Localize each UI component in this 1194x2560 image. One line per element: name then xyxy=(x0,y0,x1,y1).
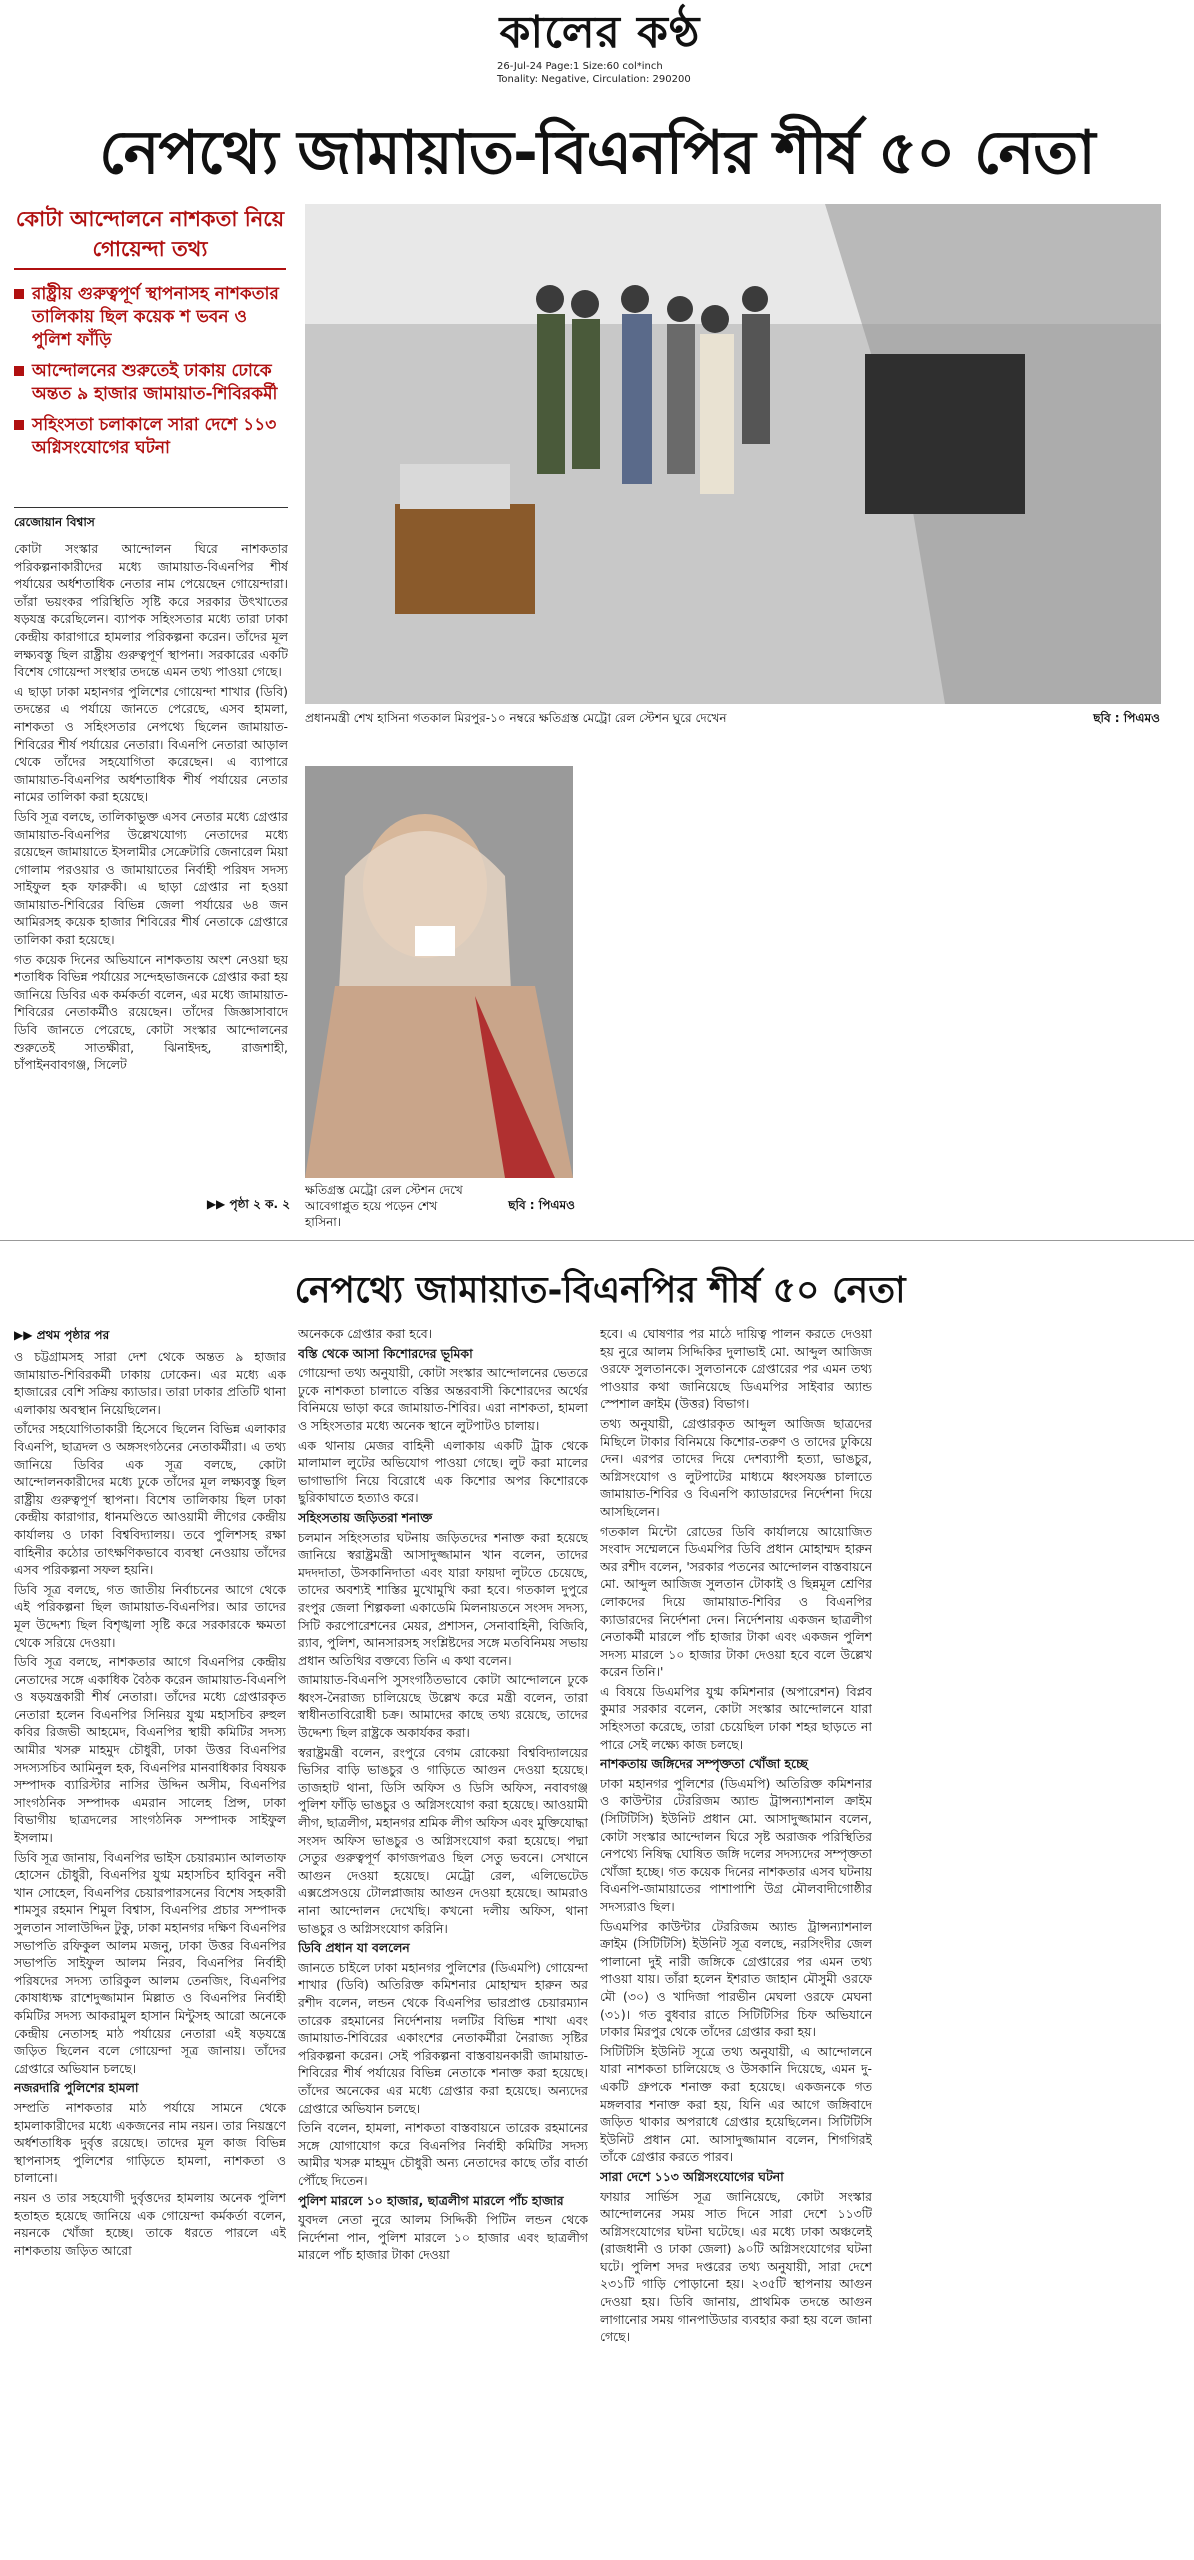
body-paragraph: তাঁদের সহযোগিতাকারী হিসেবে ছিলেন বিভিন্ন এলাকার বিএনপি, ছাত্রদল ও অঙ্গসংগঠনের নেতাকর্মীরা। এ তথ্য জানিয়ে ডিবির এক সূত্র বলছে, কোটা আন্দোলনকারীদের মধ্যে ঢুকে তাঁদের মূল লক্ষ্যবস্তু ছিল রাষ্ট্রীয় গুরুত্বপূর্ণ স্থাপনা। বিশেষ তালিকায় ছিল ঢাকা কেন্দ্রীয় কারাগার, ধানমণ্ডিতে আওয়ামী লীগের কেন্দ্রীয় কার্যালয় ও ঢাকা বিশ্ববিদ্যালয়। তবে পুলিশসহ রক্ষা বাহিনীর কঠোর তাৎক্ষণিকভাবে ব্যবস্থা নেওয়ায় তাঁদের এসব পরিকল্পনা সফল হয়নি। xyxy=(14,1421,286,1578)
body-paragraph: যুবদল নেতা নুরে আলম সিদ্দিকী পিটিন লন্ডন থেকে নির্দেশনা পান, পুলিশ মারলে ১০ হাজার এবং ছাত্রলীগ মারলে পাঁচ হাজার টাকা দেওয়া xyxy=(298,2212,588,2263)
page2-column-1 xyxy=(14,1348,286,2553)
body-paragraph: তিনি বলেন, হামলা, নাশকতা বাস্তবায়নে তারেক রহমানের সঙ্গে যোগাযোগ করে বিএনপির নির্বাহী কমিটির সদস্য আমীর খসরু মাহমুদ চৌধুরী অন্য নেতাদের কাছে তাঁর বার্তা পৌঁছে দিতেন। xyxy=(298,2120,588,2188)
body-paragraph: জামায়াত-বিএনপি সুসংগঠিতভাবে কোটা আন্দোলনে ঢুকে ধ্বংস-নৈরাজ্য চালিয়েছে উল্লেখ করে মন্ত্রী বলেন, তারা স্বাধীনতাবিরোধী চক্র। আমাদের কাছে তথ্য রয়েছে, তাদের উদ্দেশ্য ছিল রাষ্ট্রকে অকার্যকর করা। xyxy=(298,1672,588,1741)
body-paragraph: এ ছাড়া ঢাকা মহানগর পুলিশের গোয়েন্দা শাখার (ডিবি) তদন্তের এ পর্যায়ে জানতে পেরেছে, এসব হামলা, নাশকতা ও সহিংসতার নেপথ্যে ছিলেন জামায়াত-শিবিরের শীর্ষ পর্যায়ের নেতারা। বিএনপি নেতারা আড়াল থেকে তাঁদের সহযোগিতা করেছেন। এ ব্যাপারে জামায়াত-বিএনপির অর্ধশতাধিক শীর্ষ পর্যায়ের নেতার নামের তালিকা করা হয়েছে। xyxy=(14,683,288,805)
photo2-caption: ক্ষতিগ্রস্ত মেট্রো রেল স্টেশন দেখে আবেগাপ্লুত হয়ে পড়েন শেখ হাসিনা। xyxy=(305,1183,463,1229)
highlight-item: সহিংসতা চলাকালে সারা দেশে ১১৩ অগ্নিসংযোগের ঘটনা xyxy=(12,414,288,460)
body-paragraph: ও চট্টগ্রামসহ সারা দেশ থেকে অন্তত ৯ হাজার জামায়াত-শিবিরকর্মী ঢাকায় ঢোকেন। এর মধ্যে এক হাজারের বেশি সক্রিয় ক্যাডার। তারা ঢাকার প্রতিটি থানা এলাকায় অবস্থান নিয়েছিলেন। xyxy=(14,1349,286,1417)
subheading: ডিবি প্রধান যা বললেন xyxy=(298,1940,410,1956)
subheading: নাশকতায় জঙ্গিদের সম্পৃক্ততা খোঁজা হচ্ছে xyxy=(600,1756,808,1772)
body-paragraph: ডিবি সূত্র বলছে, নাশকতার আগে বিএনপির কেন্দ্রীয় নেতাদের সঙ্গে একাধিক বৈঠক করেন জামায়াত-বিএনপি ও ষড়যন্ত্রকারী শীর্ষ নেতারা। তাঁদের মধ্যে গ্রেপ্তারকৃত নেতারা হলেন বিএনপির সিনিয়র যুগ্ম মহাসচিব রুহুল কবির রিজভী আহমেদ, বিএনপির স্থায়ী কমিটির সদস্য আমীর খসরু মাহমুদ চৌধুরী, ঢাকা উত্তর বিএনপির সদস্যসচিব আমিনুল হক, বিএনপির মানবাধিকার বিষয়ক সম্পাদক ব্যারিস্টার নাসির উদ্দিন অসীম, বিএনপির সাংগঠনিক সম্পাদক এমরান সালেহ প্রিন্স, ঢাকা বিভাগীয় ছাত্রদলের সাংগঠনিক সম্পাদক সাইফুল ইসলাম। xyxy=(14,1654,286,1846)
byline: রেজোয়ান বিশ্বাস xyxy=(14,515,95,529)
body-paragraph: সম্প্রতি নাশকতার মাঠ পর্যায়ে সামনে থেকে হামলাকারীদের মধ্যে একজনের নাম নয়ন। তার নিয়ন্ত্রণে অর্ধশতাধিক দুর্বৃত্ত রয়েছে। তাদের মূল কাজ বিভিন্ন স্থাপনাসহ পুলিশের গাড়িতে হামলা, নাশকতা ও চালানো। xyxy=(14,2099,286,2186)
continued-marker: ▶▶ পৃষ্ঠা ২ ক. ২ xyxy=(206,1197,290,1211)
highlight-item: আন্দোলনের শুরুতেই ঢাকায় ঢোকে অন্তত ৯ হাজার জামায়াত-শিবিরকর্মী xyxy=(12,360,288,406)
photo2-credit: ছবি : পিএমও xyxy=(508,1198,575,1212)
page1-headline: নেপথ্যে জামায়াত-বিএনপির শীর্ষ ৫০ নেতা xyxy=(99,118,1095,188)
body-paragraph: কোটা সংস্কার আন্দোলন ঘিরে নাশকতার পরিকল্পনাকারীদের মধ্যে জামায়াত-বিএনপির শীর্ষ পর্যায়ের অর্ধশতাধিক নেতার নাম পেয়েছেন গোয়েন্দারা। তাঁরা ভয়ংকর পরিস্থিতি সৃষ্টি করে সরকার উৎখাতের ষড়যন্ত্র করেছিলেন। ব্যাপক সহিংসতার মধ্যে তারা ঢাকা কেন্দ্রীয় কারাগারে হামলার পরিকল্পনা করেন। তাঁদের মূল লক্ষ্যবস্তু ছিল রাষ্ট্রীয় গুরুত্বপূর্ণ স্থাপনা। সরকারের একটি বিশেষ গোয়েন্দা সংস্থার তদন্তে এমন তথ্য পাওয়া গেছে। xyxy=(14,541,288,680)
body-paragraph: গতকাল মিন্টো রোডের ডিবি কার্যালয়ে আয়োজিত সংবাদ সম্মেলনে ডিএমপির ডিবি প্রধান মোহাম্মদ হারুন অর রশীদ বলেন, 'সরকার পতনের আন্দোলন বাস্তবায়নে মো. আব্দুল আজিজ সুলতান টোকাই ও ছিন্নমূল শ্রেণির লোকদের দিয়ে জামায়াত-শিবির ও বিএনপির ক্যাডারদের নির্দেশনা দেন। নির্দেশনায় একজন ছাত্রলীগ নেতাকর্মী মারলে পাঁচ হাজার টাকা এবং একজন পুলিশ সদস্য মারলে ১০ হাজার টাকা দেওয়া হবে বলে উল্লেখ করেন তিনি।' xyxy=(600,1523,872,1680)
page2-column-3 xyxy=(600,1325,872,2553)
newspaper-logo: কালের কণ্ঠ xyxy=(499,7,701,58)
subheading: নজরদারি পুলিশের হামলা xyxy=(14,2080,139,2096)
byline-divider xyxy=(14,507,288,508)
highlight-item: রাষ্ট্রীয় গুরুত্বপূর্ণ স্থাপনাসহ নাশকতার তালিকায় ছিল কয়েক শ ভবন ও পুলিশ ফাঁড়ি xyxy=(12,283,288,352)
body-paragraph: এ বিষয়ে ডিএমপির যুগ্ম কমিশনার (অপারেশন) বিপ্লব কুমার সরকার বলেন, কোটা সংস্কার আন্দোলনে যারা সহিংসতা করেছে, তারা চেয়েছিল ঢাকা শহর ছাড়তে না পারে সেই লক্ষ্যে কাজ চলছে। xyxy=(600,1683,872,1752)
body-paragraph: সিটিটিসি ইউনিট সূত্রে তথ্য অনুযায়ী, এ আন্দোলনে যারা নাশকতা চালিয়েছে ও উসকানি দিয়েছে, এমন দু-একটি গ্রুপকে শনাক্ত করা হয়েছে। একজনকে গত মঙ্গলবার শনাক্ত করা হয়, যিনি এর আগে জঙ্গিবাদে জড়িত থাকার অপরাধে গ্রেপ্তার হয়েছিলেন। সিটিটিসি ইউনিট প্রধান মো. আসাদুজ্জামান বলেন, শিগগিরই তাঁকে গ্রেপ্তার করতে পারব। xyxy=(600,2043,872,2165)
subheading: বস্তি থেকে আসা কিশোরদের ভূমিকা xyxy=(298,1345,473,1361)
bullet-square-icon xyxy=(14,289,24,299)
meta-line-2: Tonality: Negative, Circulation: 290200 xyxy=(497,74,691,85)
pm-emotional-photo xyxy=(305,766,573,1178)
body-paragraph: ডিবি সূত্র জানায়, বিএনপির ভাইস চেয়ারম্যান আলতাফ হোসেন চৌধুরী, বিএনপির যুগ্ম মহাসচিব হাবিবুন নবী খান সোহেল, বিএনপির চেয়ারপারসনের বিশেষ সহকারী শামসুর রহমান শিমুল বিশ্বাস, বিএনপির প্রচার সম্পাদক সুলতান সালাউদ্দিন টুকু, ঢাকা মহানগর দক্ষিণ বিএনপির সভাপতি রফিকুল আলম মজনু, ঢাকা উত্তর বিএনপির সভাপতি সাইফুল আলম নিরব, বিএনপির নির্বাহী পরিষদের সদস্য তারিকুল আলম তেনজিং, বিএনপির কোষাধ্যক্ষ রাশেদুজ্জামান মিল্লাত ও বিএনপির নির্বাহী কমিটির সদস্য আকরামুল হাসান মিন্টুসহ আরো অনেকে কেন্দ্রীয় নেতাসহ মাঠ পর্যায়ের নেতারা এই ষড়যন্ত্রে জড়িত ছিলেন বলে গোয়েন্দা সূত্র জানায়। তাঁদের গ্রেপ্তারে অভিযান চলছে। xyxy=(14,1849,286,2076)
body-paragraph: ডিবি সূত্র বলছে, গত জাতীয় নির্বাচনের আগে থেকে এই পরিকল্পনা ছিল জামায়াত-বিএনপির। আর তাদের মূল উদ্দেশ্য ছিল বিশৃঙ্খলা সৃষ্টি করে সরকারকে ক্ষমতা থেকে সরিয়ে দেওয়া। xyxy=(14,1581,286,1650)
metro-station-photo-illustration xyxy=(305,204,1161,704)
body-paragraph: ডিএমপির কাউন্টার টেররিজম অ্যান্ড ট্রান্সন্যাশনাল ক্রাইম (সিটিটিসি) ইউনিট সূত্র বলছে, নরসিংদীর জেল পালানো দুই নারী জঙ্গিকে গ্রেপ্তারের পর এমন তথ্য পাওয়া যায়। তাঁরা হলেন ইশরাত জাহান মৌসুমী ওরফে মৌ (৩০) ও খাদিজা পারভীন মেঘলা ওরফে মেঘনা (৩১)। গত বুধবার রাতে সিটিটিসির চিফ অভিযানে ঢাকার মিরপুর থেকে তাঁদের গ্রেপ্তার করা হয়। xyxy=(600,1918,872,2040)
body-paragraph: হবে। এ ঘোষণার পর মাঠে দায়িত্ব পালন করতে দেওয়া হয় নুরে আলম সিদ্দিকির দুলাভাই মো. আব্দুল আজিজ ওরফে সুলতানকে। সুলতানকে গ্রেপ্তারের পর এমন তথ্য পাওয়ার কথা জানিয়েছে ডিএমপির সাইবার অ্যান্ড স্পেশাল ক্রাইম (উত্তর) বিভাগ। xyxy=(600,1326,872,1412)
pm-emotional-photo-illustration xyxy=(305,766,573,1178)
body-paragraph: ডিবি সূত্র বলছে, তালিকাভুক্ত এসব নেতার মধ্যে গ্রেপ্তার জামায়াত-বিএনপির উল্লেখযোগ্য নেতাদের মধ্যে রয়েছেন জামায়াতে ইসলামীর সেক্রেটারি জেনারেল মিয়া গোলাম পরওয়ার ও জামায়াতের নির্বাহী পরিষদ সদস্য সাইফুল হক ফারুকী। এ ছাড়া গ্রেপ্তার না হওয়া জামায়াত-শিবিরের বিভিন্ন জেলা পর্যায়ের ৬৪ জন আমিরসহ কয়েক হাজার শিবিরের শীর্ষ নেতাকে গ্রেপ্তারে তালিকা করা হয়েছে। xyxy=(14,808,288,948)
meta-line-1: 26-Jul-24 Page:1 Size:60 col*inch xyxy=(497,61,663,72)
body-paragraph: নয়ন ও তার সহযোগী দুর্বৃত্তদের হামলায় অনেক পুলিশ হতাহত হয়েছে জানিয়ে এক গোয়েন্দা কর্মকর্তা বলেন, নয়নকে খোঁজা হচ্ছে। তাকে ধরতে পারলে এই নাশকতায় জড়িত আরো xyxy=(14,2189,286,2258)
body-paragraph: জানতে চাইলে ঢাকা মহানগর পুলিশের (ডিএমপি) গোয়েন্দা শাখার (ডিবি) অতিরিক্ত কমিশনার মোহাম্মদ হারুন অর রশীদ বলেন, লন্ডন থেকে বিএনপির ভারপ্রাপ্ত চেয়ারম্যান তারেক রহমানের নির্দেশনায় দলটির বিভিন্ন শাখা এবং জামায়াত-শিবিরের একাংশের নেতাকর্মীরা নৈরাজ্য সৃষ্টির পরিকল্পনা করেন। সেই পরিকল্পনা বাস্তবায়নকারী জামায়াত-শিবিরের শীর্ষ পর্যায়ের বিভিন্ন নেতাকে শনাক্ত করা হয়েছে। তাঁদের অনেকের এর মধ্যে গ্রেপ্তার করা হয়েছে। অন্যদের গ্রেপ্তারে অভিযান চলছে। xyxy=(298,1959,588,2116)
page1-body-column xyxy=(14,540,288,1190)
page-separator xyxy=(0,1240,1194,1241)
body-paragraph: অনেককে গ্রেপ্তার করা হবে। xyxy=(298,1326,433,1341)
body-paragraph: গোয়েন্দা তথ্য অনুযায়ী, কোটা সংস্কার আন্দোলনের ভেতরে ঢুকে নাশকতা চালাতে বস্তির অন্তরবাসী কিশোরদের অর্থের বিনিময়ে ভাড়া করে জামায়াত-শিবির। এরা নাশকতা, হামলা ও সহিংসতার মধ্যে অনেক স্থানে লুটপাটও চালায়। xyxy=(298,1365,588,1433)
subheading: সারা দেশে ১১৩ অগ্নিসংযোগের ঘটনা xyxy=(600,2168,784,2184)
body-paragraph: ফায়ার সার্ভিস সূত্র জানিয়েছে, কোটা সংস্কার আন্দোলনের সময় সাত দিনে সারা দেশে ১১৩টি অগ্নিসংযোগের ঘটনা ঘটেছে। এর মধ্যে ঢাকা অঞ্চলেই (রাজধানী ও ঢাকা জেলা) ৯০টি অগ্নিসংযোগের ঘটনা ঘটে। পুলিশ সদর দপ্তরের তথ্য অনুযায়ী, সারা দেশে ২৩১টি গাড়ি পোড়ানো হয়। ২৩৫টি স্থাপনায় আগুন দেওয়া হয়। ডিবি জানায়, প্রাথমিক তদন্তে আগুন লাগানোর সময় গানপাউডার ব্যবহার করা হয় বলে জানা গেছে। xyxy=(600,2188,872,2345)
metro-station-photo xyxy=(305,204,1161,704)
body-paragraph: তথ্য অনুযায়ী, গ্রেপ্তারকৃত আব্দুল আজিজ ছাত্রদের মিছিলে টাকার বিনিময়ে কিশোর-তরুণ ও তাদের ঢুকিয়ে দেন। এরপর তাদের দিয়ে দেশব্যাপী হত্যা, ভাঙচুর, অগ্নিসংযোগ ও লুটপাটের মাধ্যমে ধ্বংসযজ্ঞ চালাতে জামায়াত-শিবির ও বিএনপি ক্যাডারদের নির্দেশনা দিয়ে আসছিলেন। xyxy=(600,1415,872,1519)
page2-column-2 xyxy=(298,1325,588,2553)
clipping-meta xyxy=(497,60,737,86)
bullet-square-icon xyxy=(14,420,24,430)
body-paragraph: এক থানায় মেজর বাহিনী এলাকায় একটি ট্রাক থেকে মালামাল লুটের অভিযোগ পাওয়া গেছে। লুট করা মালের ভাগাভাগি নিয়ে বিরোধে এক কিশোর অপর কিশোরকে ছুরিকাঘাতে হত্যাও করে। xyxy=(298,1437,588,1506)
kicker-heading: কোটা আন্দোলনে নাশকতা নিয়ে গোয়েন্দা তথ্য xyxy=(14,204,286,270)
highlights-list xyxy=(12,283,288,468)
body-paragraph: ঢাকা মহানগর পুলিশের (ডিএমপি) অতিরিক্ত কমিশনার ও কাউন্টার টেররিজম অ্যান্ড ট্রান্সন্যাশনাল ক্রাইম (সিটিটিসি) ইউনিট প্রধান মো. আসাদুজ্জামান বলেন, কোটা সংস্কার আন্দোলন ঘিরে সৃষ্ট অরাজক পরিস্থিতির নেপথ্যে নিষিদ্ধ ঘোষিত জঙ্গি দলের সদস্যদের সম্পৃক্ততা খোঁজা হচ্ছে। গত কয়েক দিনের নাশকতার এসব ঘটনায় বিএনপি-জামায়াতের পাশাপাশি উগ্র মৌলবাদীগোষ্ঠীর সদস্যরাও ছিল। xyxy=(600,1775,872,1914)
continued-from-marker: ▶▶ প্রথম পৃষ্ঠার পর xyxy=(14,1328,110,1342)
bullet-square-icon xyxy=(14,366,24,376)
body-paragraph: গত কয়েক দিনের অভিযানে নাশকতায় অংশ নেওয়া ছয় শতাধিক বিভিন্ন পর্যায়ের সন্দেহভাজনকে গ্রেপ্তার করা হয় জানিয়ে ডিবির এক কর্মকর্তা বলেন, এর মধ্যে জামায়াত-শিবিরের নেতাকর্মীও রয়েছেন। তাঁদের জিজ্ঞাসাবাদে ডিবি জানতে পেরেছে, কোটা সংস্কার আন্দোলনের শুরুতেই সাতক্ষীরা, ঝিনাইদহ, রাজশাহী, চাঁপাইনবাবগঞ্জ, সিলেট xyxy=(14,951,288,1073)
subheading: পুলিশ মারলে ১০ হাজার, ছাত্রলীগ মারলে পাঁচ হাজার xyxy=(298,2192,564,2208)
photo1-credit: ছবি : পিএমও xyxy=(1093,711,1160,725)
body-paragraph: চলমান সহিংসতার ঘটনায় জড়িতদের শনাক্ত করা হয়েছে জানিয়ে স্বরাষ্ট্রমন্ত্রী আসাদুজ্জামান খান বলেন, তাদের মদদদাতা, উসকানিদাতা এবং যারা ফায়দা লুটতে চেয়েছে, তাদের অবশ্যই শাস্তির মুখোমুখি করা হবে। গতকাল দুপুরে রংপুর জেলা শিল্পকলা একাডেমি মিলনায়তনে সংসদ সদস্য, সিটি করপোরেশনের মেয়র, প্রশাসন, সেনাবাহিনী, বিজিবি, র‍্যাব, পুলিশ, আনসারসহ সংশ্লিষ্টদের সঙ্গে মতবিনিময় সভায় প্রধান অতিথির বক্তব্যে তিনি এ কথা বলেন। xyxy=(298,1529,588,1668)
body-paragraph: স্বরাষ্ট্রমন্ত্রী বলেন, রংপুরে বেগম রোকেয়া বিশ্ববিদ্যালয়ের ভিসির বাড়ি ভাঙচুর ও গাড়িতে আগুন দেওয়া হয়েছে। তাজহাট থানা, ডিসি অফিস ও ডিসি অফিস, নবাবগঞ্জ পুলিশ ফাঁড়ি ভাঙচুর ও অগ্নিসংযোগ করা হয়েছে। আওয়ামী লীগ, ছাত্রলীগ, মহানগর শ্রমিক লীগ অফিস এবং মুক্তিযোদ্ধা সংসদ অফিস ভাঙচুর ও অগ্নিসংযোগ করা হয়েছে। পদ্মা সেতুর গুরুত্বপূর্ণ কাগজপত্রও ছিল সেতু ভবনে। সেখানে আগুন দেওয়া হয়েছে। মেট্রো রেল, এলিভেটেড এক্সপ্রেসওয়ে টোলপ্লাজায় আগুন দেওয়া হয়েছে। আমরাও নানা আন্দোলন দেখেছি। কখনো দলীয় অফিস, থানা ভাঙচুর ও অগ্নিসংযোগ করিনি। xyxy=(298,1744,588,1936)
page2-headline: নেপথ্যে জামায়াত-বিএনপির শীর্ষ ৫০ নেতা xyxy=(294,1270,906,1311)
subheading: সহিংসতায় জড়িতরা শনাক্ত xyxy=(298,1509,433,1525)
photo1-caption: প্রধানমন্ত্রী শেখ হাসিনা গতকাল মিরপুর-১০ নম্বরে ক্ষতিগ্রস্ত মেট্রো রেল স্টেশন ঘুরে দেখেন xyxy=(305,711,727,725)
